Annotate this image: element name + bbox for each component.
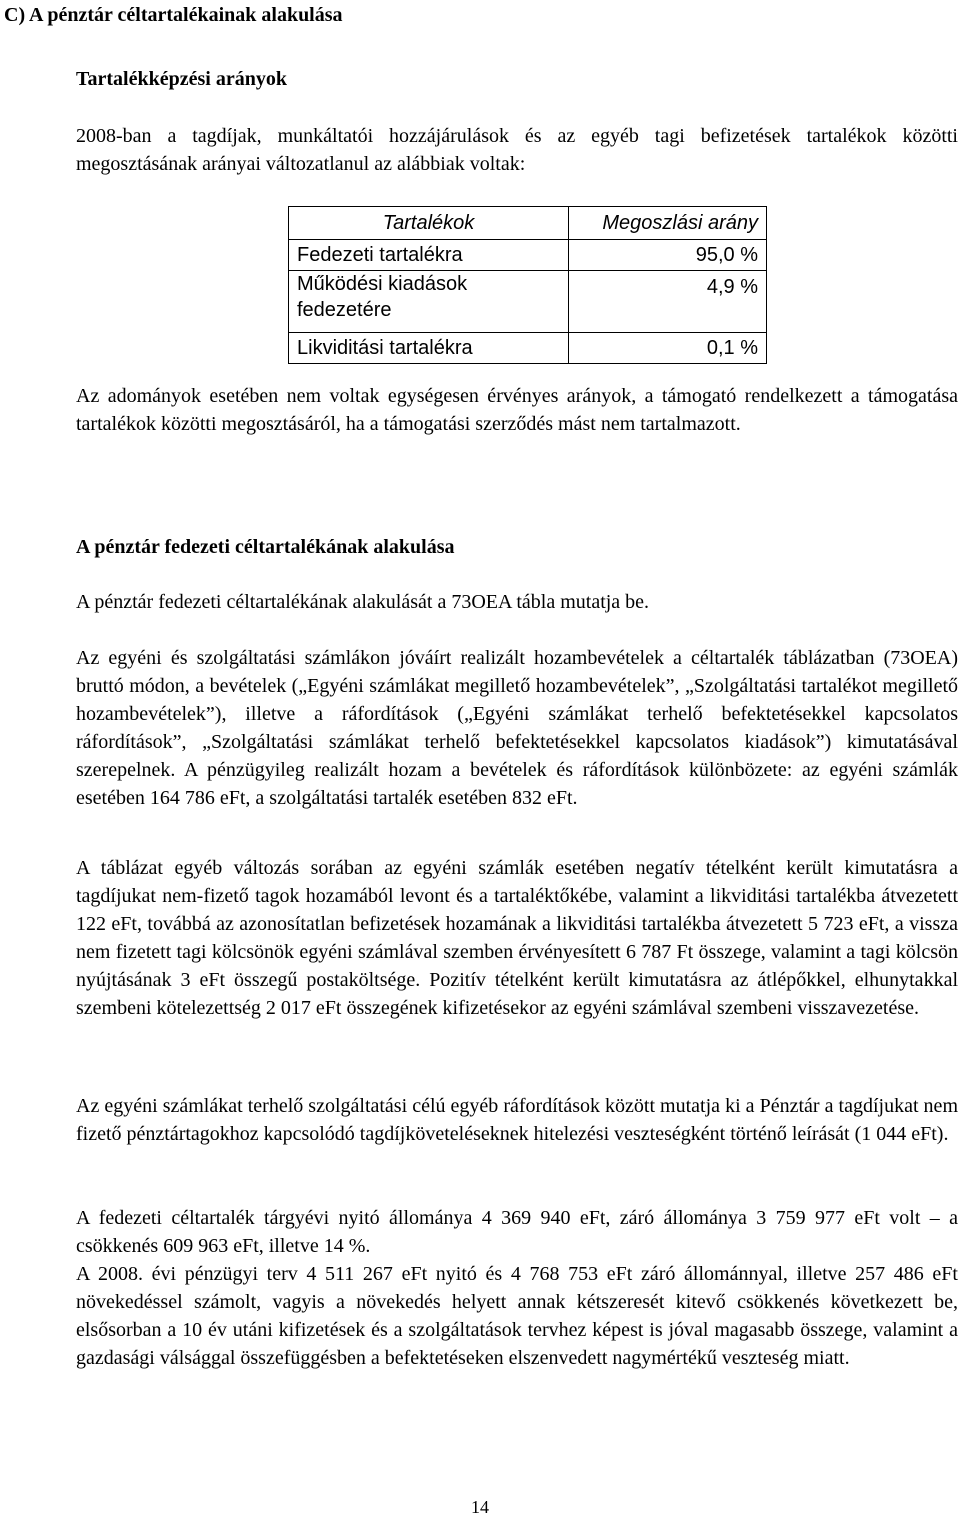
intro-paragraph: 2008-ban a tagdíjak, munkáltatói hozzájárulások és az egyéb tagi befizetések tartalékok közötti megosztásának arányai változatlanul az alábbiak voltak: — [76, 125, 958, 175]
paragraph-table-reference: A pénztár fedezeti céltartalékának alakulását a 73OEA tábla mutatja be. — [76, 591, 650, 613]
subheading-coverage-reserve: A pénztár fedezeti céltartalékának alakulása — [76, 536, 455, 558]
table-cell-name: Működési kiadások fedezetére — [289, 271, 569, 333]
table-cell-name: Fedezeti tartalékra — [289, 240, 569, 271]
table-cell-value: 0,1 % — [569, 333, 767, 364]
paragraph-opening-closing: A fedezeti céltartalék tárgyévi nyitó állománya 4 369 940 eFt, záró állománya 3 759 977 eFt volt – a csökkenés 609 963 eFt, illetve 14 %. — [76, 1207, 958, 1257]
paragraph-yield-income: Az egyéni és szolgáltatási számlákon jóváírt realizált hozambevételek a céltartalék táblázatban (73OEA) bruttó módon, a bevételek („Egyéni számlákat megillető hozambevételek”, „Szolgáltatási tartalékot megillető hozambevételek”), illetve a ráfordítások („Egyéni számlákat terhelő befektetésekkel kapcsolatos ráfordítások”, „Szolgáltatási számlákat terhelő befektetésekkel kapcsolatos kiadások”) kimutatásával szerepelnek. A pénzügyileg realizált hozam a bevételek és ráfordítások különbözete: az egyéni számlák esetében 164 786 eFt, a szolgáltatási tartalék esetében 832 eFt. — [76, 647, 958, 809]
paragraph-credit-loss: Az egyéni számlákat terhelő szolgáltatási célú egyéb ráfordítások között mutatja ki a Pénztár a tagdíjukat nem fizető pénztártagokhoz kapcsolódó tagdíjköveteléseknek hitelezési veszteségként történő leírását (1 044 eFt). — [76, 1095, 958, 1145]
donations-paragraph: Az adományok esetében nem voltak egységesen érvényes arányok, a támogató rendelkezett a támogatása tartalékok közötti megosztásáról, ha a támogatási szerződés mást nem tartalmazott. — [76, 385, 958, 435]
table-header-row — [289, 207, 767, 240]
table-row — [289, 271, 767, 333]
table-header-reserves: Tartalékok — [289, 207, 569, 240]
table-row — [289, 333, 767, 364]
table-cell-value: 95,0 % — [569, 240, 767, 271]
table-row — [289, 240, 767, 271]
subheading-reserve-ratios: Tartalékképzési arányok — [76, 68, 287, 90]
table-cell-value: 4,9 % — [569, 271, 767, 333]
table-header-ratio: Megoszlási arány — [569, 207, 767, 240]
distribution-table — [288, 206, 767, 364]
paragraph-financial-plan: A 2008. évi pénzügyi terv 4 511 267 eFt nyitó és 4 768 753 eFt záró állománnyal, illetve 257 486 eFt növekedéssel számolt, vagyis a növekedés helyett annak kétszeresét kitevő csökkenés következett be, elsősorban a 10 év utáni kifizetések és a szolgáltatások tervhez képest is jóval magasabb összege, valamint a gazdasági válsággal összefüggésben a befektetéseken elszenvedett nagymértékű veszteség miatt. — [76, 1263, 958, 1369]
paragraph-other-changes: A táblázat egyéb változás sorában az egyéni számlák esetében negatív tételként került kimutatásra a tagdíjukat nem-fizető tagok hozamából levont és a tartaléktőkébe, valamint a likviditási tartalékba átvezetett 122 eFt, továbbá az azonosítatlan befizetések hozamának a likviditási tartalékba átvezetett 5 723 eFt, a vissza nem fizetett tagi kölcsönök egyéni számlával szemben érvényesített 6 787 Ft összege, valamint a tagi kölcsön nyújtásának 3 eFt összegű postaköltsége. Pozitív tételként került kimutatásra az átlépőkkel, elhunytakkal szembeni kötelezettség 2 017 eFt összegének kifizetésekor az egyéni számlával szembeni visszavezetése. — [76, 857, 958, 1019]
section-title: C) A pénztár céltartalékainak alakulása — [4, 4, 343, 26]
table-cell-name: Likviditási tartalékra — [289, 333, 569, 364]
page-number: 14 — [471, 1497, 489, 1517]
